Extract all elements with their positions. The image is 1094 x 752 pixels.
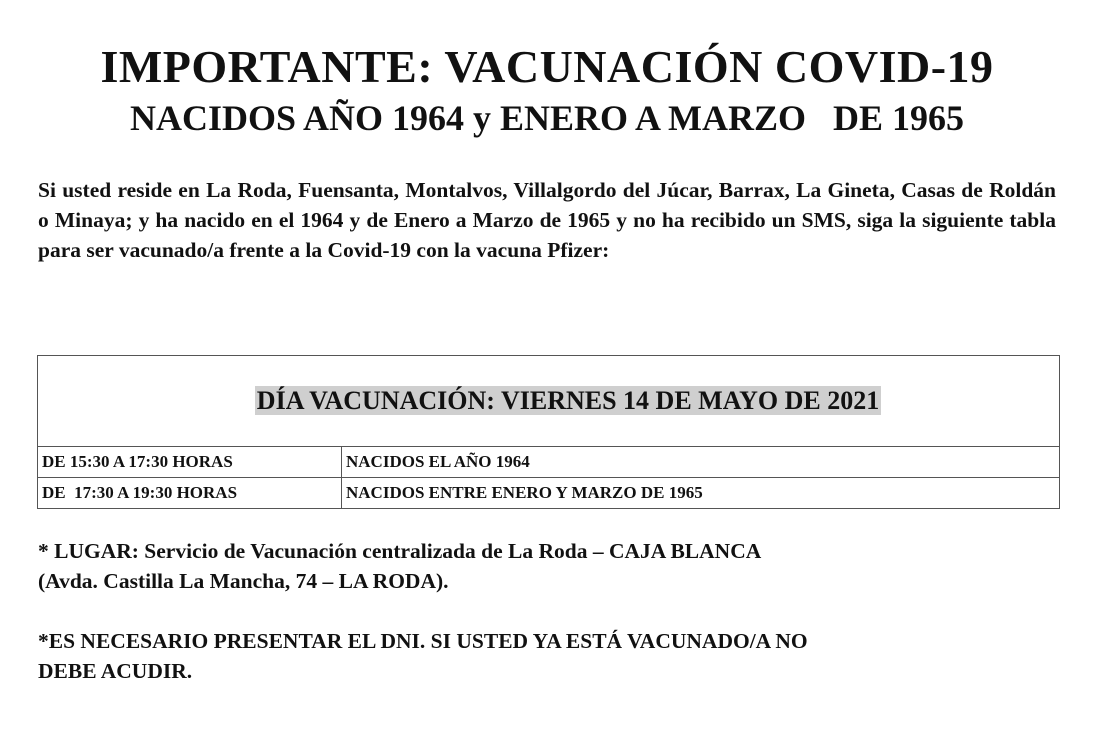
schedule-time-cell: DE 17:30 A 19:30 HORAS	[38, 478, 342, 509]
table-row	[38, 447, 1060, 478]
schedule-header: DÍA VACUNACIÓN: VIERNES 14 DE MAYO DE 2021	[256, 386, 880, 415]
place-line: * LUGAR: Servicio de Vacunación centralizada de La Roda – CAJA BLANCA	[38, 539, 762, 563]
page-title: IMPORTANTE: VACUNACIÓN COVID-19	[100, 41, 994, 92]
page-subtitle: NACIDOS AÑO 1964 y ENERO A MARZO DE 1965	[129, 98, 965, 138]
requirement-note	[38, 626, 1048, 686]
place-info	[38, 536, 1048, 596]
schedule-header-cell	[38, 356, 1060, 447]
schedule-group-cell: NACIDOS ENTRE ENERO Y MARZO DE 1965	[342, 478, 1060, 509]
schedule-group-cell: NACIDOS EL AÑO 1964	[342, 447, 1060, 478]
note-line: *ES NECESARIO PRESENTAR EL DNI. SI USTED YA ESTÁ VACUNADO/A NO	[38, 629, 808, 653]
intro-paragraph: Si usted reside en La Roda, Fuensanta, Montalvos, Villalgordo del Júcar, Barrax, La Gineta, Casas de Roldán o Minaya; y ha nacido en el 1964 y de Enero a Marzo de 1965 y no ha recibido un SMS, siga la siguiente tabla para ser vacunado/a frente a la Covid-19 con la vacuna Pfizer:	[38, 178, 1056, 262]
table-row	[38, 478, 1060, 509]
schedule-time-cell: DE 15:30 A 17:30 HORAS	[38, 447, 342, 478]
schedule-table	[37, 355, 1060, 509]
note-line: DEBE ACUDIR.	[38, 659, 193, 683]
place-address: (Avda. Castilla La Mancha, 74 – LA RODA).	[38, 569, 449, 593]
schedule-header-row	[38, 356, 1060, 447]
